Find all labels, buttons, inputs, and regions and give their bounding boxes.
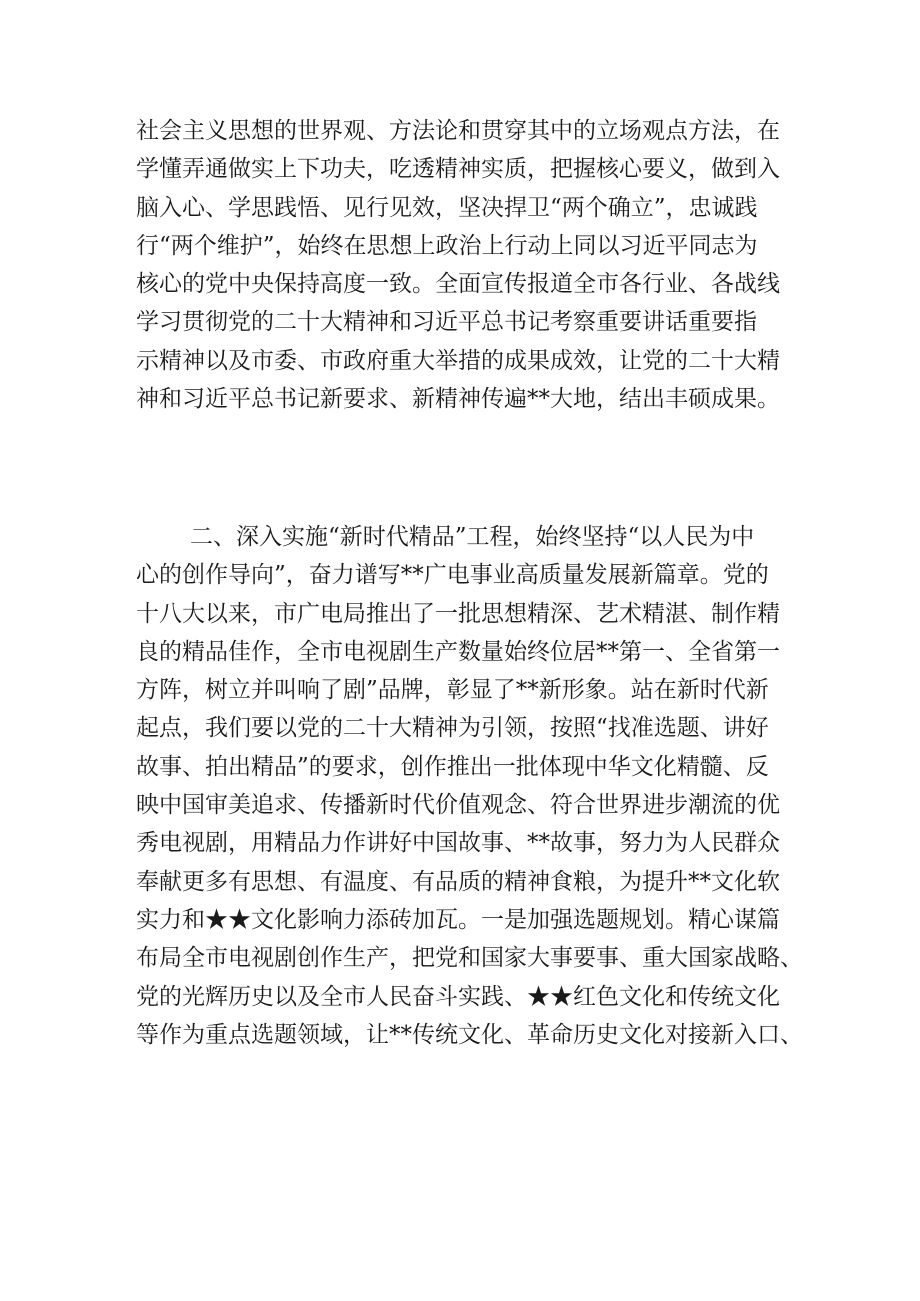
text-line: 脑入心、学思践悟、见行见效，坚决捍卫“两个确立”，忠诚践 — [136, 194, 758, 221]
text-line: 心的创作导向”，奋力谱写**广电事业高质量发展新篇章。党的 — [136, 562, 769, 589]
text-line: 良的精品佳作，全市电视剧生产数量始终位居**第一、全省第一 — [136, 638, 780, 665]
text-line: 学懂弄通做实上下功夫，吃透精神实质，把握核心要义，做到入 — [136, 156, 780, 183]
text-line: 方阵，树立并叫响了剧”品牌，彰显了**新形象。站在新时代新 — [136, 677, 769, 704]
text-line: 映中国审美追求、传播新时代价值观念、符合世界进步潮流的优 — [136, 792, 780, 819]
paragraph-continuation — [136, 112, 796, 418]
text-line: 故事、拍出精品”的要求，创作推出一批体现中华文化精髓、反 — [136, 753, 769, 780]
text-line: 学习贯彻党的二十大精神和习近平总书记考察重要讲话重要指 — [136, 309, 757, 336]
text-line: 秀电视剧，用精品力作讲好中国故事、**故事，努力为人民群众 — [136, 830, 780, 857]
text-line: 神和习近平总书记新要求、新精神传遍**大地，结出丰硕成果。 — [136, 386, 780, 413]
text-line: 核心的党中央保持高度一致。全面宣传报道全市各行业、各战线 — [136, 271, 780, 298]
text-line: 行“两个维护”，始终在思想上政治上行动上同以习近平同志为 — [136, 232, 758, 259]
text-line: 布局全市电视剧创作生产，把党和国家大事要事、重大国家战略、 — [136, 945, 803, 972]
text-line: 等作为重点选题领域，让**传统文化、革命历史文化对接新入口、 — [136, 1021, 803, 1048]
text-line-heading: 二、深入实施“新时代精品”工程，始终坚持“以人民为中 — [190, 524, 755, 550]
text-line: 起点，我们要以党的二十大精神为引领，按照“找准选题、讲好 — [136, 715, 769, 742]
text-line: 奉献更多有思想、有温度、有品质的精神食粮，为提升**文化软 — [136, 868, 780, 895]
text-line: 十八大以来，市广电局推出了一批思想精深、艺术精湛、制作精 — [136, 600, 780, 627]
text-line: 示精神以及市委、市政府重大举措的成果成效，让党的二十大精 — [136, 347, 780, 374]
text-line: 实力和★★文化影响力添砖加瓦。一是加强选题规划。精心谋篇 — [136, 906, 780, 933]
paragraph-section-two — [136, 518, 803, 1054]
text-line: 党的光辉历史以及全市人民奋斗实践、★★红色文化和传统文化 — [136, 983, 780, 1010]
text-line: 社会主义思想的世界观、方法论和贯穿其中的立场观点方法，在 — [136, 118, 780, 144]
